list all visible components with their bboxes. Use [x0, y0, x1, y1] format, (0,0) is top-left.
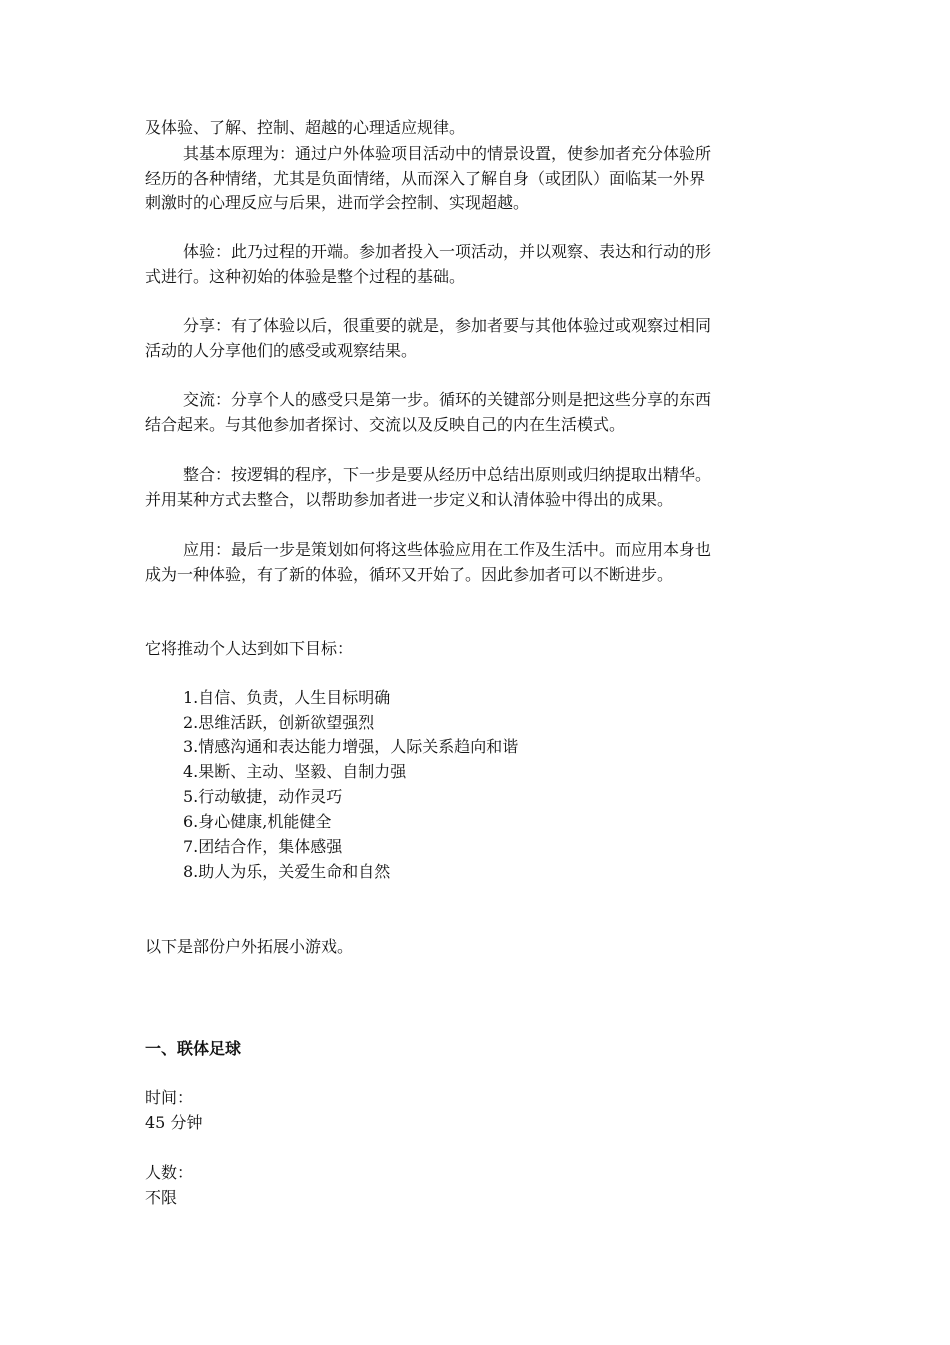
step-integrate: 整合：按逻辑的程序，下一步是要从经历中总结出原则或归纳提取出精华。 — [183, 465, 712, 484]
step-share: 活动的人分享他们的感受或观察结果。 — [145, 341, 418, 360]
step-apply: 成为一种体验，有了新的体验，循环又开始了。因此参加者可以不断进步。 — [145, 565, 674, 584]
step-exchange: 交流：分享个人的感受只是第一步。循环的关键部分则是把这些分享的东西 — [183, 390, 712, 409]
goal-item: 2.思维活跃，创新欲望强烈 — [183, 713, 375, 732]
step-exchange: 结合起来。与其他参加者探讨、交流以及反映自己的内在生活模式。 — [145, 415, 626, 434]
time-value: 45 分钟 — [145, 1113, 203, 1132]
goal-item: 3.情感沟通和表达能力增强，人际关系趋向和谐 — [183, 737, 519, 756]
step-integrate: 并用某种方式去整合，以帮助参加者进一步定义和认清体验中得出的成果。 — [145, 490, 674, 509]
time-label: 时间： — [145, 1088, 194, 1107]
games-intro: 以下是部份户外拓展小游戏。 — [145, 937, 354, 956]
goal-item: 6.身心健康,机能健全 — [183, 812, 332, 831]
principle-line: 刺激时的心理反应与后果，进而学会控制、实现超越。 — [145, 193, 530, 212]
principle-line: 经历的各种情绪，尤其是负面情绪，从而深入了解自身（或团队）面临某一外界 — [145, 169, 706, 188]
step-experience: 式进行。这种初始的体验是整个过程的基础。 — [145, 267, 466, 286]
step-experience: 体验：此乃过程的开端。参加者投入一项活动，并以观察、表达和行动的形 — [183, 242, 712, 261]
goal-item: 7.团结合作，集体感强 — [183, 837, 343, 856]
principle-line: 其基本原理为：通过户外体验项目活动中的情景设置，使参加者充分体验所 — [183, 144, 712, 163]
people-value: 不限 — [145, 1188, 178, 1207]
intro-line: 及体验、了解、控制、超越的心理适应规律。 — [145, 118, 466, 137]
step-apply: 应用：最后一步是策划如何将这些体验应用在工作及生活中。而应用本身也 — [183, 540, 712, 559]
goal-item: 4.果断、主动、坚毅、自制力强 — [183, 762, 407, 781]
people-label: 人数： — [145, 1163, 194, 1182]
goal-item: 5.行动敏捷，动作灵巧 — [183, 787, 343, 806]
section-heading: 一、联体足球 — [145, 1039, 242, 1058]
goal-item: 8.助人为乐，关爱生命和自然 — [183, 862, 391, 881]
step-share: 分享：有了体验以后，很重要的就是，参加者要与其他体验过或观察过相同 — [183, 316, 712, 335]
goals-intro: 它将推动个人达到如下目标： — [145, 639, 354, 658]
goal-item: 1.自信、负责，人生目标明确 — [183, 688, 391, 707]
